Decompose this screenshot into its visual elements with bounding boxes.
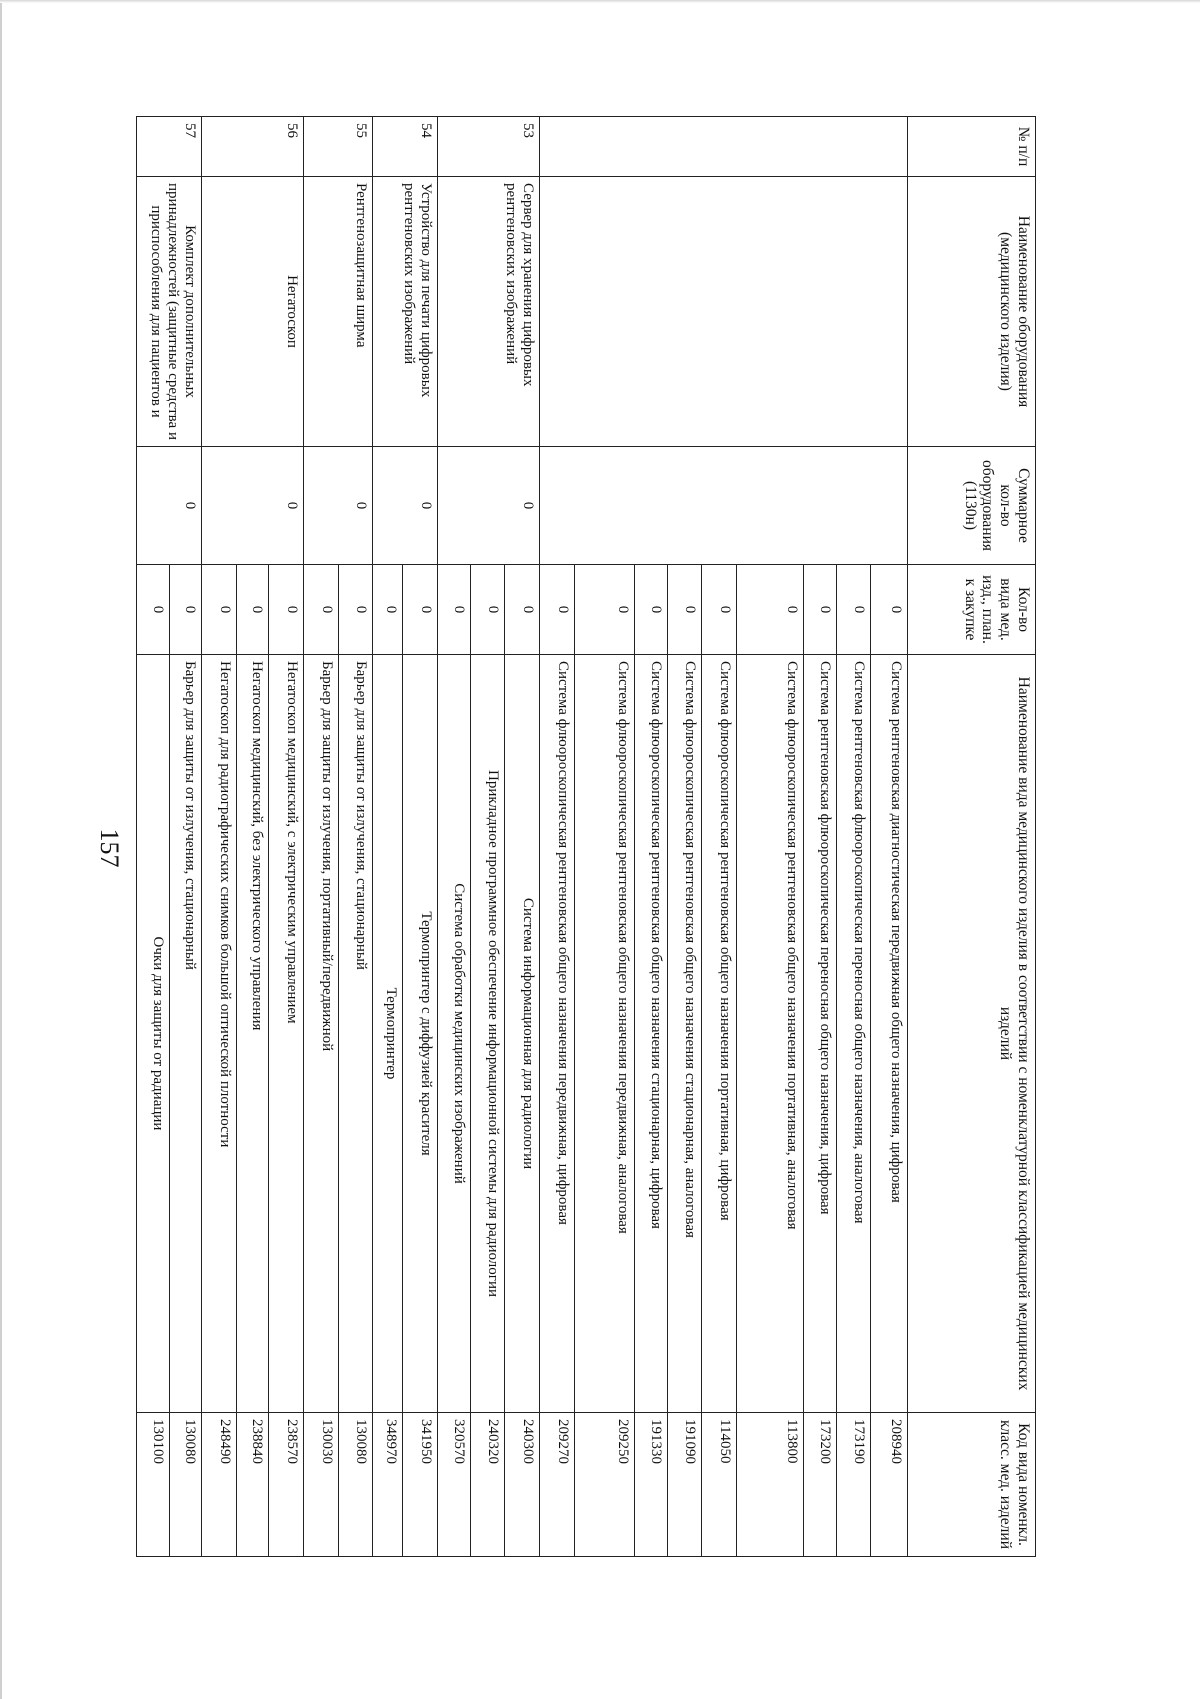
header-equipment-name: Наименование оборудования (медицинского изделия) xyxy=(908,177,1036,447)
device-kind-cell: Система флюороскопическая рентгеновская общего назначения портативная, аналоговая xyxy=(736,655,803,1413)
header-device-kind: Наименование вида медицинского изделия в соответствии с номенклатурной классификацией медицинских изделий xyxy=(908,655,1036,1413)
page-number: 157 xyxy=(95,828,124,868)
table-row xyxy=(505,117,540,1557)
kind-code-cell: 240320 xyxy=(470,1413,505,1557)
scan-edge-top xyxy=(0,0,1200,3)
kind-code-cell: 320570 xyxy=(438,1413,470,1557)
kind-code-cell: 238840 xyxy=(236,1413,268,1557)
total-quantity-cell: 0 xyxy=(373,447,438,565)
total-quantity-cell: 0 xyxy=(202,447,304,565)
kind-code-cell: 238570 xyxy=(269,1413,304,1557)
equipment-table-container xyxy=(136,116,1036,1556)
device-kind-cell: Негатоскоп медицинский, с электрическим управлением xyxy=(269,655,304,1413)
kind-code-cell: 130080 xyxy=(338,1413,373,1557)
equipment-table xyxy=(136,116,1036,1557)
header-kind-code: Код вида номенкл. класс. мед. изделий xyxy=(908,1413,1036,1557)
kind-code-cell: 209250 xyxy=(574,1413,635,1557)
device-kind-cell: Барьер для защиты от излучения, портативный/передвижной xyxy=(303,655,338,1413)
device-kind-cell: Система флюороскопическая рентгеновская общего назначения стационарная, аналоговая xyxy=(667,655,702,1413)
kind-code-cell: 173190 xyxy=(836,1413,871,1557)
table-row xyxy=(871,117,908,1557)
kind-code-cell: 114050 xyxy=(702,1413,737,1557)
num-cell: 55 xyxy=(303,117,372,177)
device-kind-cell: Система рентгеновская флюороскопическая переносная общего назначения, аналоговая xyxy=(836,655,871,1413)
planned-quantity-cell: 0 xyxy=(635,565,667,655)
planned-quantity-cell: 0 xyxy=(202,565,237,655)
table-row xyxy=(338,117,373,1557)
kind-code-cell: 113800 xyxy=(736,1413,803,1557)
num-cell: 53 xyxy=(438,117,540,177)
device-kind-cell: Система флюороскопическая рентгеновская общего назначения стационарная, цифровая xyxy=(635,655,667,1413)
equipment-name-cell: Рентгенозащитная ширма xyxy=(303,177,372,447)
planned-quantity-cell: 0 xyxy=(403,565,438,655)
header-num: № п/п xyxy=(908,117,1036,177)
kind-code-cell: 248490 xyxy=(202,1413,237,1557)
device-kind-cell: Система флюороскопическая рентгеновская общего назначения передвижная, цифровая xyxy=(539,655,574,1413)
table-row xyxy=(169,117,201,1557)
kind-code-cell: 191330 xyxy=(635,1413,667,1557)
planned-quantity-cell: 0 xyxy=(338,565,373,655)
header-total-quantity: Суммарное кол-во оборудования (1130н) xyxy=(908,447,1036,565)
kind-code-cell: 208940 xyxy=(871,1413,908,1557)
kind-code-cell: 341950 xyxy=(403,1413,438,1557)
planned-quantity-cell: 0 xyxy=(470,565,505,655)
planned-quantity-cell: 0 xyxy=(836,565,871,655)
total-quantity-cell: 0 xyxy=(438,447,540,565)
device-kind-cell: Система информационная для радиологии xyxy=(505,655,540,1413)
kind-code-cell: 130100 xyxy=(137,1413,170,1557)
device-kind-cell: Негатоскоп медицинский, без электрического управления xyxy=(236,655,268,1413)
device-kind-cell: Негатоскоп для радиографических снимков большой оптической плотности xyxy=(202,655,237,1413)
planned-quantity-cell: 0 xyxy=(373,565,403,655)
device-kind-cell: Система флюороскопическая рентгеновская общего назначения передвижная, аналоговая xyxy=(574,655,635,1413)
kind-code-cell: 130030 xyxy=(303,1413,338,1557)
scan-edge xyxy=(0,0,2,1699)
equipment-name-cell: Устройство для печати цифровых рентгеновских изображений xyxy=(373,177,438,447)
table-row xyxy=(403,117,438,1557)
equipment-name-cell: Сервер для хранения цифровых рентгеновских изображений xyxy=(438,177,540,447)
num-cell: 54 xyxy=(373,117,438,177)
planned-quantity-cell: 0 xyxy=(303,565,338,655)
total-quantity-cell: 0 xyxy=(137,447,202,565)
num-cell: 56 xyxy=(202,117,304,177)
device-kind-cell: Термопринтер xyxy=(373,655,403,1413)
planned-quantity-cell: 0 xyxy=(137,565,170,655)
header-planned-quantity: Кол-во вида мед. изд., план. к закупке xyxy=(908,565,1036,655)
device-kind-cell: Система обработки медицинских изображений xyxy=(438,655,470,1413)
kind-code-cell: 173200 xyxy=(804,1413,836,1557)
planned-quantity-cell: 0 xyxy=(236,565,268,655)
planned-quantity-cell: 0 xyxy=(804,565,836,655)
num-cell xyxy=(539,117,907,177)
planned-quantity-cell: 0 xyxy=(702,565,737,655)
total-quantity-cell: 0 xyxy=(303,447,372,565)
equipment-name-cell: Негатоскоп xyxy=(202,177,304,447)
device-kind-cell: Очки для защиты от радиации xyxy=(137,655,170,1413)
kind-code-cell: 348970 xyxy=(373,1413,403,1557)
kind-code-cell: 209270 xyxy=(539,1413,574,1557)
device-kind-cell: Прикладное программное обеспечение информационной системы для радиологии xyxy=(470,655,505,1413)
planned-quantity-cell: 0 xyxy=(269,565,304,655)
device-kind-cell: Система рентгеновская флюороскопическая переносная общего назначения, цифровая xyxy=(804,655,836,1413)
table-row xyxy=(269,117,304,1557)
kind-code-cell: 191090 xyxy=(667,1413,702,1557)
planned-quantity-cell: 0 xyxy=(505,565,540,655)
kind-code-cell: 240300 xyxy=(505,1413,540,1557)
device-kind-cell: Барьер для защиты от излучения, стационарный xyxy=(338,655,373,1413)
planned-quantity-cell: 0 xyxy=(871,565,908,655)
kind-code-cell: 130080 xyxy=(169,1413,201,1557)
table-header-row xyxy=(908,117,1036,1557)
planned-quantity-cell: 0 xyxy=(667,565,702,655)
planned-quantity-cell: 0 xyxy=(574,565,635,655)
equipment-name-cell: Комплект дополнительных принадлежностей (защитные средства и приспособления для пациентов и xyxy=(137,177,202,447)
device-kind-cell: Система флюороскопическая рентгеновская общего назначения портативная, цифровая xyxy=(702,655,737,1413)
num-cell: 57 xyxy=(137,117,202,177)
planned-quantity-cell: 0 xyxy=(438,565,470,655)
equipment-name-cell xyxy=(539,177,907,447)
planned-quantity-cell: 0 xyxy=(539,565,574,655)
planned-quantity-cell: 0 xyxy=(169,565,201,655)
device-kind-cell: Система рентгеновская диагностическая передвижная общего назначения, цифровая xyxy=(871,655,908,1413)
total-quantity-cell xyxy=(539,447,907,565)
device-kind-cell: Барьер для защиты от излучения, стационарный xyxy=(169,655,201,1413)
planned-quantity-cell: 0 xyxy=(736,565,803,655)
device-kind-cell: Термопринтер с диффузией красителя xyxy=(403,655,438,1413)
